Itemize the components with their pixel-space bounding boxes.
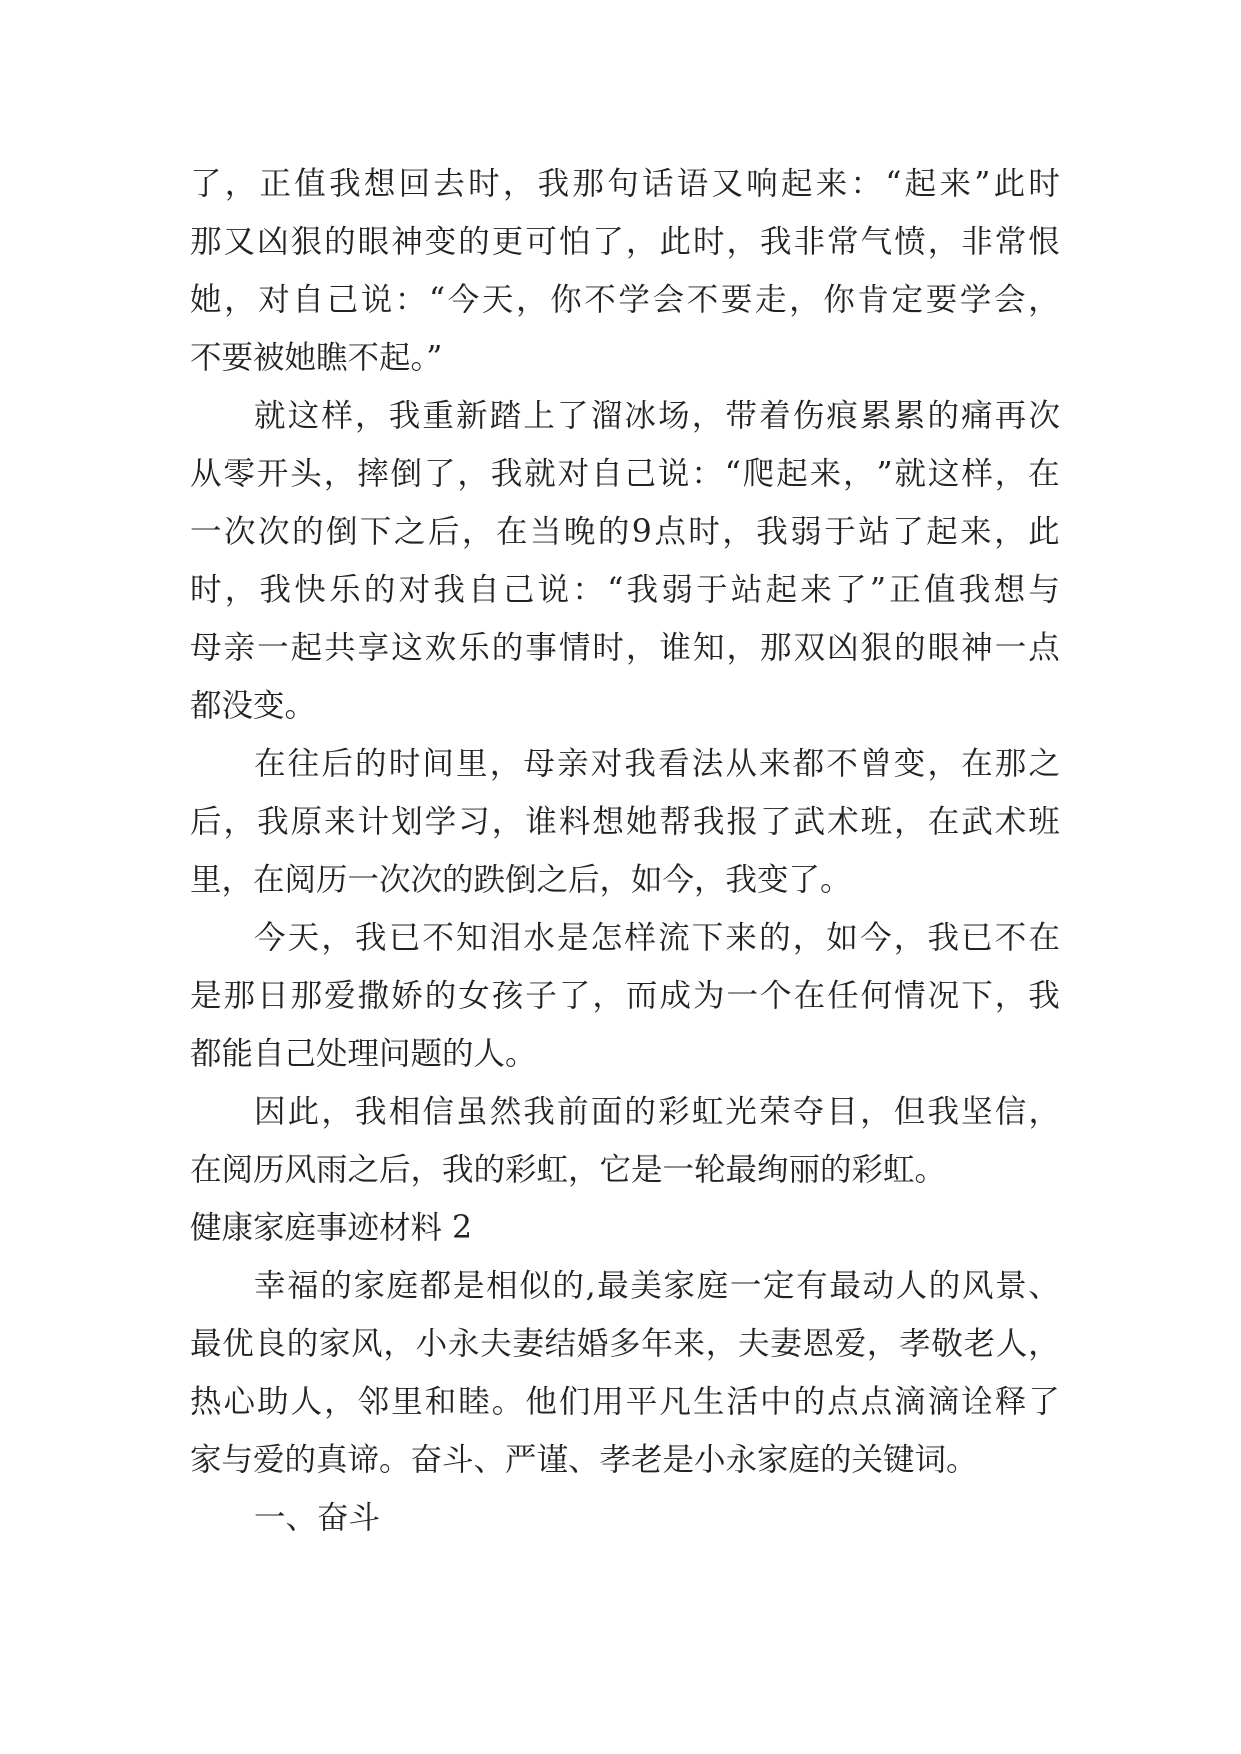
text-line: 家与爱的真谛。奋斗、严谨、孝老是小永家庭的关键词。 <box>190 1442 978 1478</box>
text-line: 因 此 ， 我 相 信 虽 然 我 前 面 的 彩 虹 光 荣 夺 目 ， 但 我 坚 信 ， <box>254 1094 1060 1130</box>
text-line: 都能自己处理问题的人。 <box>190 1036 537 1072</box>
text-line: 热 心 助 人 ， 邻 里 和 睦 。 他 们 用 平 凡 生 活 中 的 点 点 滴 滴 诠 释 了 <box>190 1384 1060 1420</box>
text-line: 是 那 日 那 爱 撒 娇 的 女 孩 子 了 ， 而 成 为 一 个 在 任 何 情 况 下 ， 我 <box>190 978 1060 1014</box>
text-line: 一 次 次 的 倒 下 之 后 ， 在 当 晚 的 9 点 时 ， 我 弱 于 站 了 起 来 ， 此 <box>190 514 1060 550</box>
text-line: 母 亲 一 起 共 享 这 欢 乐 的 事 情 时 ， 谁 知 ， 那 双 凶 狠 的 眼 神 一 点 <box>190 630 1060 666</box>
text-line: 后 ， 我 原 来 计 划 学 习 ， 谁 料 想 她 帮 我 报 了 武 术 班 ， 在 武 术 班 <box>190 804 1060 840</box>
text-line: 在阅历风雨之后，我的彩虹，它是一轮最绚丽的彩虹。 <box>190 1152 947 1188</box>
text-line: 最 优 良 的 家 风 ， 小 永 夫 妻 结 婚 多 年 来 ， 夫 妻 恩 爱 ， 孝 敬 老 人 ， <box>190 1326 1060 1362</box>
text-line: 一、奋斗 <box>254 1500 381 1536</box>
text-line: 了 ， 正 值 我 想 回 去 时 ， 我 那 句 话 语 又 响 起 来 ： “ 起 来 ” 此 时 <box>190 166 1060 202</box>
text-line: 幸 福 的 家 庭 都 是 相 似 的 , 最 美 家 庭 一 定 有 最 动 人 的 风 景 、 <box>254 1268 1060 1304</box>
text-line: 不要被她瞧不起。” <box>190 340 443 376</box>
text-line: 那 又 凶 狠 的 眼 神 变 的 更 可 怕 了 ， 此 时 ， 我 非 常 气 愤 ， 非 常 恨 <box>190 224 1060 260</box>
text-line: 从 零 开 头 ， 摔 倒 了 ， 我 就 对 自 己 说 ： “ 爬 起 来 ， ” 就 这 样 ， 在 <box>190 456 1060 492</box>
text-line: 就 这 样 ， 我 重 新 踏 上 了 溜 冰 场 ， 带 着 伤 痕 累 累 的 痛 再 次 <box>254 398 1060 434</box>
text-line: 里，在阅历一次次的跌倒之后，如今，我变了。 <box>190 862 852 898</box>
section-heading: 健康家庭事迹材料 2 <box>190 1210 473 1246</box>
text-line: 时 ， 我 快 乐 的 对 我 自 己 说 ： “ 我 弱 于 站 起 来 了 ” 正 值 我 想 与 <box>190 572 1060 608</box>
text-line: 今 天 ， 我 已 不 知 泪 水 是 怎 样 流 下 来 的 ， 如 今 ， 我 已 不 在 <box>254 920 1060 956</box>
text-line: 在 往 后 的 时 间 里 ， 母 亲 对 我 看 法 从 来 都 不 曾 变 ， 在 那 之 <box>254 746 1060 782</box>
document-body <box>190 155 1060 1547</box>
text-line: 她 ， 对 自 己 说 ： “ 今 天 ， 你 不 学 会 不 要 走 ， 你 肯 定 要 学 会 ， <box>190 282 1060 318</box>
text-line: 都没变。 <box>190 688 317 724</box>
